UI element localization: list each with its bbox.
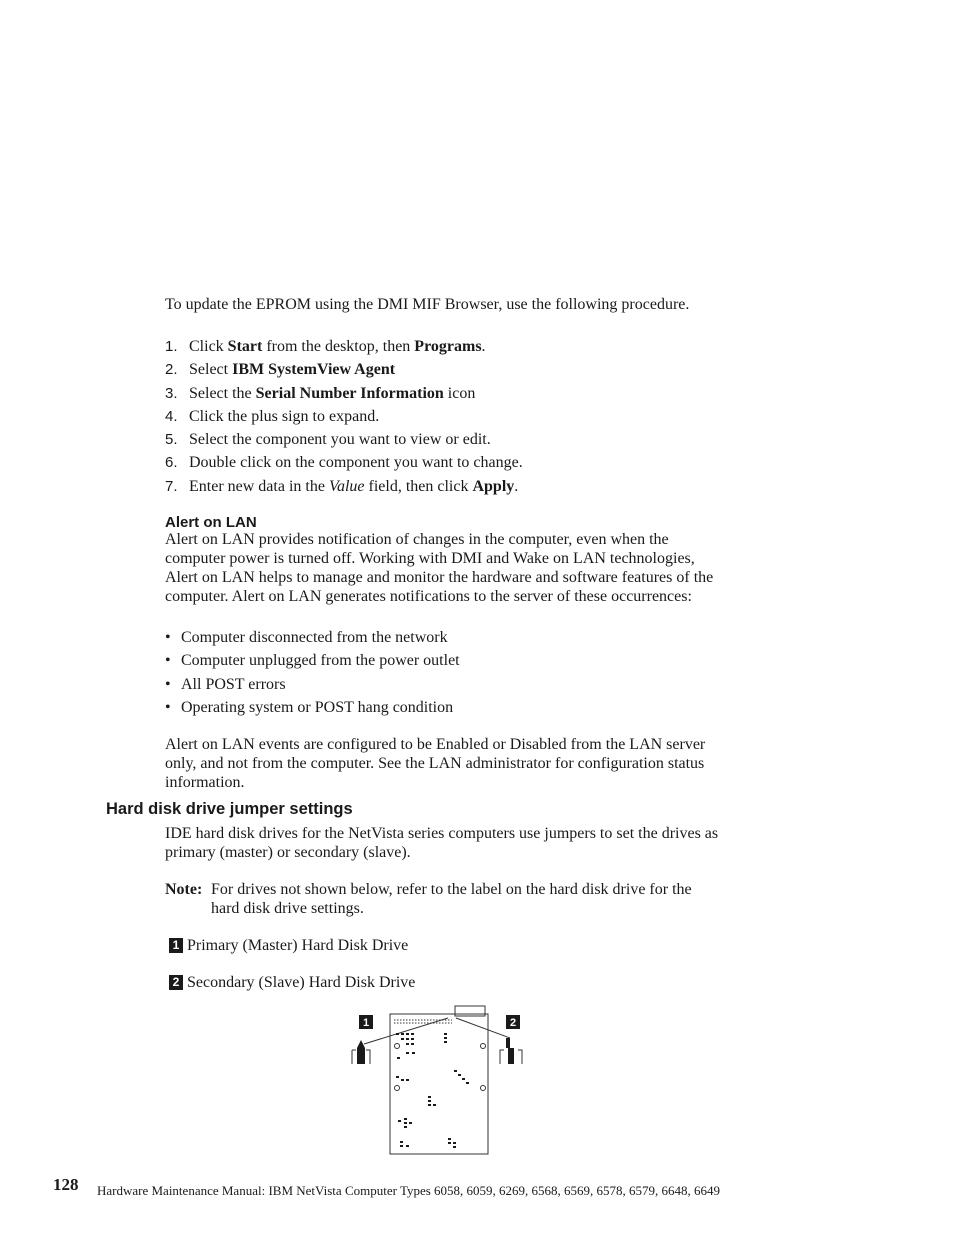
alert-on-lan-paragraph: Alert on LAN provides notification of changes in the computer, even when the computer power is turned off. Working with DMI and Wake on LAN technologies, Alert on LAN helps to manage and monitor the hardware and software features of the computer. Alert on LAN generates notifications to the server of these occurrences: [165, 531, 714, 605]
step-1: 1. Click Start from the desktop, then Programs. [165, 338, 486, 355]
legend-item-secondary [169, 973, 415, 992]
primary-jumper-icon [357, 1040, 365, 1064]
step-4: 4. Click the plus sign to expand. [165, 407, 380, 425]
diagram-callout-2-label: 2 [509, 1017, 517, 1029]
intro-paragraph: To update the EPROM using the DMI MIF Browser, use the following procedure. [165, 296, 690, 313]
legend-item-primary [169, 936, 408, 955]
list-item: • All POST errors [165, 675, 725, 698]
occurrence-list [165, 628, 725, 721]
secondary-jumper-icon [508, 1048, 514, 1064]
step-2: 2. Select IBM SystemView Agent [165, 361, 396, 379]
alert-events-paragraph: Alert on LAN events are configured to be Enabled or Disabled from the LAN server only, and not from the computer. See the LAN administrator for configuration status information. [165, 736, 706, 791]
alert-on-lan-heading: Alert on LAN [165, 514, 257, 531]
step-6: 6. Double click on the component you want to change. [165, 454, 523, 472]
drive-outline [390, 1014, 488, 1154]
footer-title: Hardware Maintenance Manual: IBM NetVista Computer Types 6058, 6059, 6269, 6568, 6569, 6578, 6579, 6648, 6649 [97, 1183, 721, 1198]
step-7: 7. Enter new data in the Value field, then click Apply. [165, 477, 519, 495]
hdd-jumper-heading: Hard disk drive jumper settings [106, 800, 353, 818]
diagram-callout-1-label: 1 [362, 1017, 370, 1029]
list-item: • Computer unplugged from the power outlet [165, 651, 725, 674]
procedure-steps [165, 337, 725, 500]
list-item: • Computer disconnected from the network [165, 628, 725, 651]
list-item: • Operating system or POST hang condition [165, 698, 725, 721]
leader-line-2 [456, 1018, 510, 1038]
leader-line-1 [364, 1018, 448, 1044]
legend-label: Primary (Master) Hard Disk Drive [187, 937, 409, 954]
ide-paragraph: IDE hard disk drives for the NetVista series computers use jumpers to set the drives as primary (master) or secondary (slave). [165, 825, 719, 861]
callout-1-badge: 1 [169, 938, 183, 953]
note-text: For drives not shown below, refer to the label on the hard disk drive for the hard disk drive settings. [211, 881, 692, 917]
page-number: 128 [53, 1175, 79, 1194]
callout-2-badge: 2 [169, 975, 183, 990]
hdd-jumper-diagram [340, 1000, 550, 1160]
step-3: 3. Select the Serial Number Information icon [165, 384, 476, 402]
legend-label: Secondary (Slave) Hard Disk Drive [187, 974, 416, 991]
note-label: Note: [165, 881, 203, 898]
step-5: 5. Select the component you want to view or edit. [165, 431, 491, 449]
